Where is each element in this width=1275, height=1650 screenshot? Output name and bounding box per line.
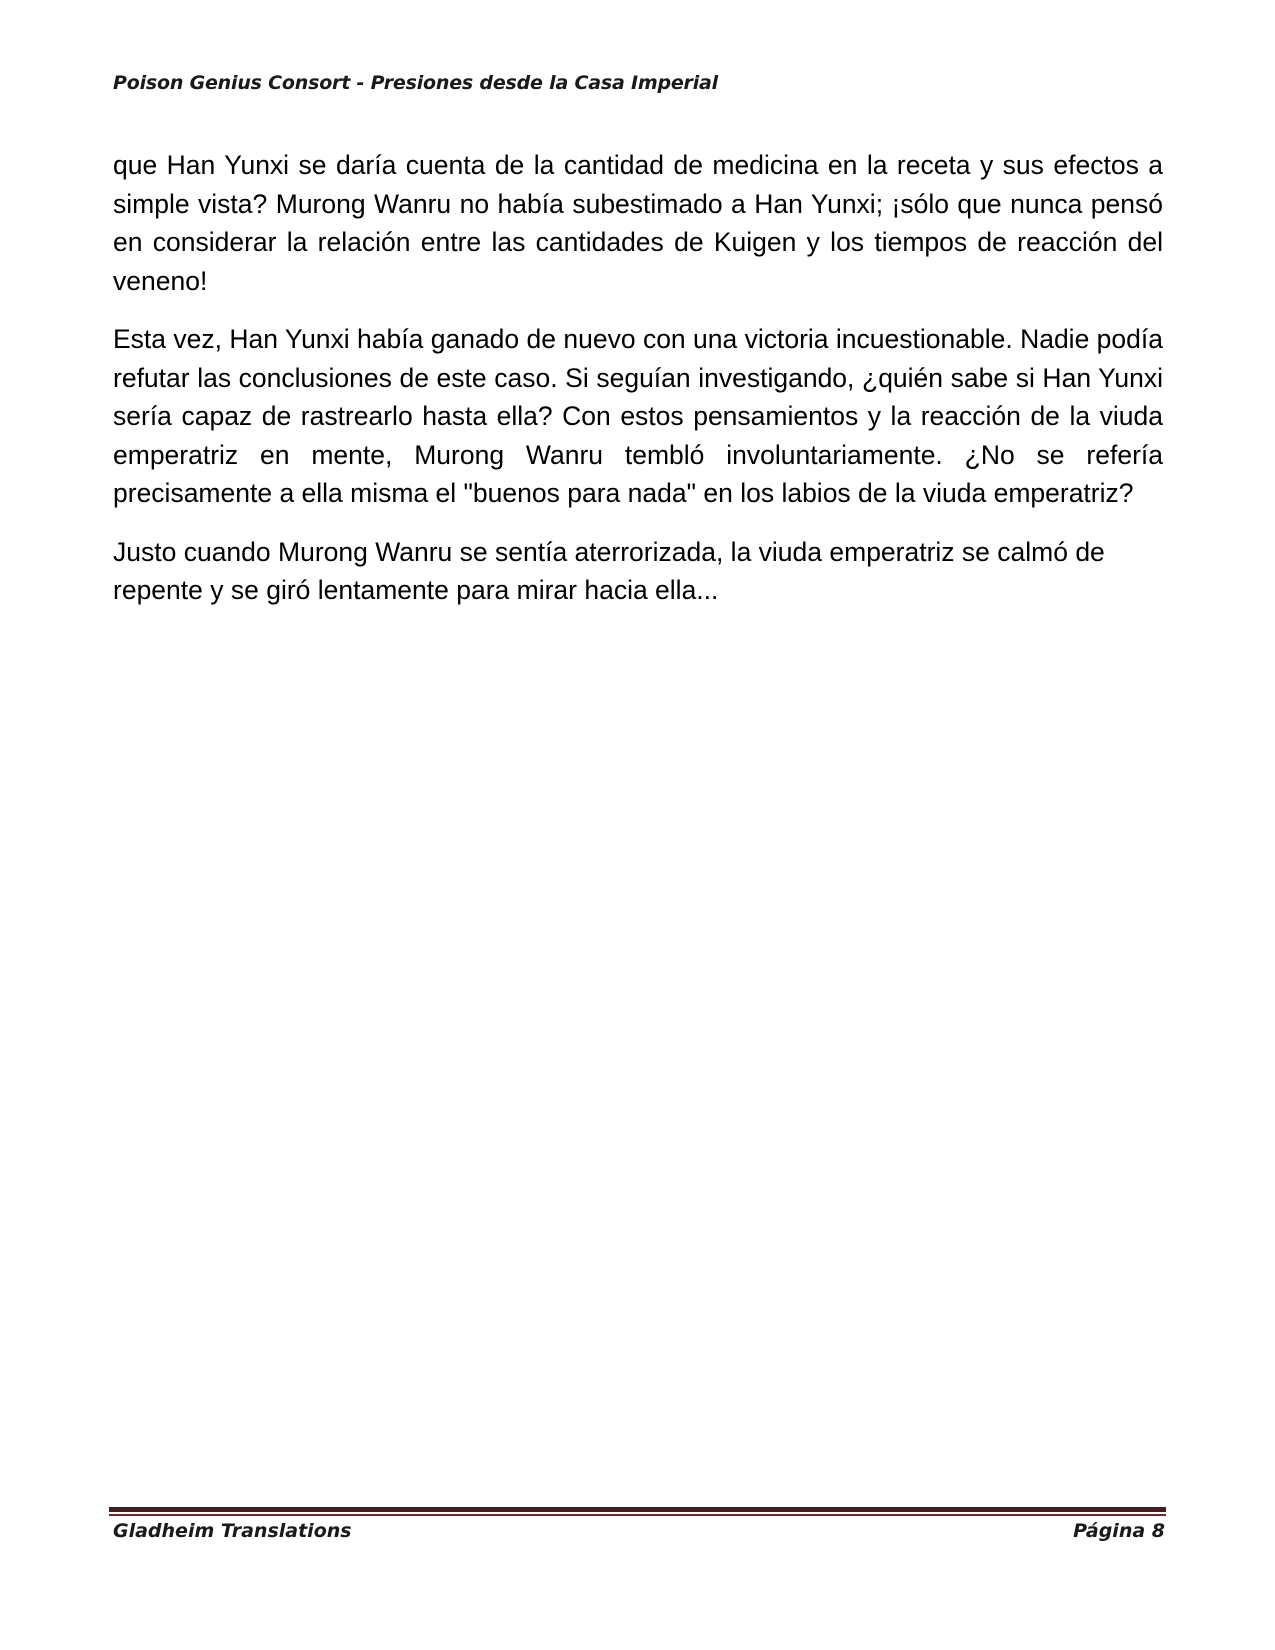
footer-publisher: Gladheim Translations <box>113 1520 352 1542</box>
body-text <box>113 146 1163 630</box>
page-header-title: Poison Genius Consort - Presiones desde la Casa Imperial <box>113 72 718 94</box>
footer-divider-thick <box>109 1507 1166 1512</box>
paragraph-1: que Han Yunxi se daría cuenta de la cantidad de medicina en la receta y sus efectos a simple vista? Murong Wanru no había subestimado a Han Yunxi; ¡sólo que nunca pensó en considerar la relación entre las cantidades de Kuigen y los tiempos de reacción del veneno! <box>113 150 1163 296</box>
footer-page-number: Página 8 <box>1073 1520 1165 1542</box>
paragraph-3: Justo cuando Murong Wanru se sentía aterrorizada, la viuda emperatriz se calmó de repente y se giró lentamente para mirar hacia ella... <box>113 536 1105 605</box>
footer-divider-thin <box>109 1514 1166 1516</box>
footer-divider <box>109 1507 1166 1516</box>
paragraph-2: Esta vez, Han Yunxi había ganado de nuevo con una victoria incuestionable. Nadie podía refutar las conclusiones de este caso. Si seguían investigando, ¿quién sabe si Han Yunxi sería capaz de rastrearlo hasta ella? Con estos pensamientos y la reacción de la viuda emperatriz en mente, Murong Wanru tembló involuntariamente. ¿No se refería precisamente a ella misma el "buenos para nada" en los labios de la viuda emperatriz? <box>113 324 1163 508</box>
